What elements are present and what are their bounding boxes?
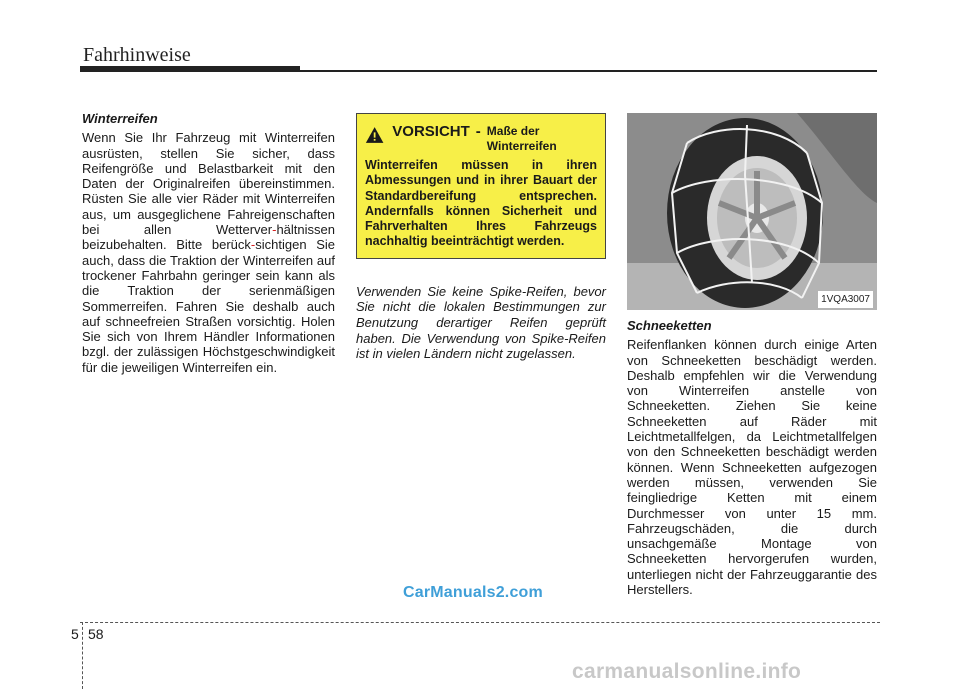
- winter-tires-text-1: Wenn Sie Ihr Fahrzeug mit Winterreifen ausrüsten, stellen Sie sicher, dass Reifengröße und Belastbarkeit mit den Daten der Originalreifen übereinstimmen. Rüsten Sie alle vier Räder mit Winterreifen aus, um ausgeglichene Fahreigenschaften bei allen Wetterver: [82, 130, 335, 238]
- page-header-title: Fahrhinweise: [83, 44, 191, 66]
- caution-dash: -: [475, 123, 481, 140]
- chapter-number: 5: [71, 626, 79, 642]
- winter-tires-text-2: hältnissen beizubehalten. Bitte berück: [82, 222, 335, 253]
- site-watermark: carmanualsonline.info: [572, 660, 802, 683]
- left-column: [82, 111, 335, 375]
- snow-chain-photo: [627, 113, 877, 310]
- middle-column: [356, 113, 606, 362]
- snow-chain-illustration: [627, 113, 877, 310]
- caution-text: Winterreifen müssen in ihren Abmessungen und in ihrer Bauart der Standardbereifung entsprechen. Andernfalls können Sicherheit und Fahrverhalten Ihres Fahrzeugs nachhaltig beeinträchtigt werden.: [365, 158, 597, 249]
- caution-label: VORSICHT: [392, 123, 470, 140]
- header-bar: [80, 66, 300, 72]
- caution-box: [356, 113, 606, 259]
- winter-tires-text-3: sichtigen Sie auch, dass die Traktion der Winterreifen auf trockener Fahrbahn geringer sein kann als die Traktion der serienmäßigen Sommerreifen. Fahren Sie deshalb auch auf schneefreien Straßen vorsichtig. Holen Sie sich von Ihrem Händler Informationen bzgl. der zulässigen Höchstgeschwindigkeit für die jeweiligen Winterreifen ein.: [82, 237, 335, 375]
- warning-triangle-icon: [365, 125, 384, 145]
- hyphen-mark: -: [250, 237, 256, 253]
- snow-chains-paragraph: Reifenflanken können durch einige Arten von Schneeketten beschädigt werden. Deshalb empfehlen wir die Verwendung von Winterreifen anstelle von Schneeketten. Ziehen Sie keine Schneeketten auf Räder mit Leichtmetallfelgen, da Leichtmetallfelgen von den Schneeketten beschädigt werden können. Wenn Schneeketten aufgezogen werden müssen, verwenden Sie feingliedrige Ketten mit einem Durchmesser von unter 15 mm. Fahrzeugschäden, die durch unsachgemäße Montage von Schneeketten hervorgerufen wurden, unterliegen nicht der Fahrzeuggarantie des Herstellers.: [627, 337, 877, 598]
- winter-tires-heading: Winterreifen: [82, 111, 158, 126]
- caution-subtitle: Maße der Winterreifen: [486, 124, 557, 153]
- page-number: 58: [88, 626, 104, 642]
- caution-header: [365, 124, 597, 154]
- image-code: 1VQA3007: [818, 291, 873, 308]
- header-rule: [300, 70, 877, 72]
- snow-chains-heading: Schneeketten: [627, 318, 712, 333]
- footer-vertical-rule: [82, 622, 83, 689]
- winter-tires-paragraph: [82, 130, 335, 375]
- spike-tires-note: Verwenden Sie keine Spike-Reifen, bevor Sie nicht die lokalen Bestimmungen zur Benutzung derartiger Reifen geprüft haben. Die Verwendung von Spike-Reifen ist in vielen Ländern nicht zugelassen.: [356, 283, 606, 362]
- hyphen-mark: -: [272, 222, 277, 238]
- footer-rule: [80, 622, 880, 623]
- right-column: [627, 113, 877, 597]
- watermark-text: CarManuals2.com: [403, 584, 543, 601]
